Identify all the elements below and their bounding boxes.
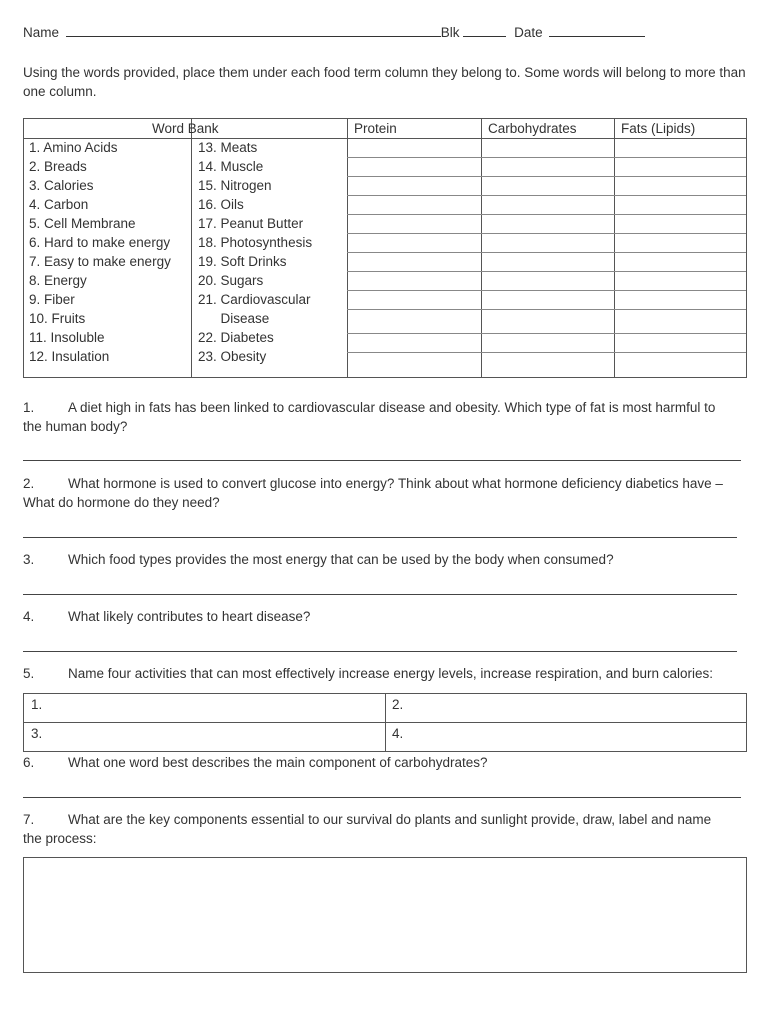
- divider: [347, 233, 746, 234]
- divider: [24, 138, 746, 139]
- answer-line-2[interactable]: [23, 537, 737, 538]
- name-label: Name: [23, 25, 60, 40]
- word-bank-item: 6. Hard to make energy: [29, 235, 171, 250]
- question-text: Name four activities that can most effectively increase energy levels, increase respiration, and burn calories:: [68, 666, 714, 681]
- header-word-bank: Word Bank: [152, 121, 219, 136]
- question-text: What likely contributes to heart disease?: [68, 609, 311, 624]
- divider: [347, 176, 746, 177]
- answer-line-4[interactable]: [23, 651, 737, 652]
- word-bank-item: 17. Peanut Butter: [198, 216, 304, 231]
- word-bank-item: 1. Amino Acids: [29, 140, 118, 155]
- question-text: What hormone is used to convert glucose into energy? Think about what hormone deficiency diabetics have –: [68, 476, 723, 491]
- answer-line-3[interactable]: [23, 594, 737, 595]
- divider: [347, 252, 746, 253]
- activity-slot-3[interactable]: 3.: [31, 726, 43, 741]
- question-3: [23, 550, 748, 569]
- word-bank-item: 7. Easy to make energy: [29, 254, 171, 269]
- word-bank-item: 13. Meats: [198, 140, 258, 155]
- question-text-cont: What do hormone do they need?: [23, 495, 220, 510]
- word-bank-item: 11. Insoluble: [29, 330, 105, 345]
- question-text: Which food types provides the most energy that can be used by the body when consumed?: [68, 552, 614, 567]
- word-bank-item: 4. Carbon: [29, 197, 89, 212]
- date-label: Date: [514, 25, 543, 40]
- question-number: 4.: [23, 609, 35, 624]
- word-bank-item: 10. Fruits: [29, 311, 86, 326]
- word-bank-item: 19. Soft Drinks: [198, 254, 287, 269]
- word-bank-item: Disease: [198, 311, 270, 326]
- divider: [347, 309, 746, 310]
- word-bank-item: 16. Oils: [198, 197, 244, 212]
- activity-slot-2[interactable]: 2.: [392, 697, 404, 712]
- date-blank[interactable]: [549, 24, 645, 37]
- word-bank-table: [23, 118, 747, 378]
- question-text: A diet high in fats has been linked to cardiovascular disease and obesity. Which type of fat is most harmful to: [68, 400, 716, 415]
- word-bank-item: 12. Insulation: [29, 349, 110, 364]
- question-number: 6.: [23, 755, 35, 770]
- activity-slot-1[interactable]: 1.: [31, 697, 43, 712]
- divider: [191, 119, 192, 377]
- divider: [347, 290, 746, 291]
- word-bank-item: 5. Cell Membrane: [29, 216, 136, 231]
- word-bank-item: 23. Obesity: [198, 349, 267, 364]
- word-bank-item: 9. Fiber: [29, 292, 75, 307]
- question-6: [23, 753, 748, 772]
- question-5: [23, 664, 748, 683]
- word-bank-item: 3. Calories: [29, 178, 94, 193]
- question-4: [23, 607, 748, 626]
- activity-slot-4[interactable]: 4.: [392, 726, 404, 741]
- divider: [347, 195, 746, 196]
- header-carbohydrates: Carbohydrates: [488, 121, 577, 136]
- divider: [24, 722, 746, 723]
- word-bank-item: 14. Muscle: [198, 159, 264, 174]
- word-bank-item: 15. Nitrogen: [198, 178, 272, 193]
- question-text: What one word best describes the main component of carbohydrates?: [68, 755, 488, 770]
- drawing-box[interactable]: [23, 857, 747, 973]
- question-text-cont: the process:: [23, 831, 97, 846]
- divider: [347, 352, 746, 353]
- question-number: 1.: [23, 400, 35, 415]
- question-7: [23, 810, 748, 848]
- question-number: 7.: [23, 812, 35, 827]
- header-protein: Protein: [354, 121, 397, 136]
- instructions: Using the words provided, place them under each food term column they belong to. Some words will belong to more than one column.: [23, 65, 746, 99]
- divider: [347, 157, 746, 158]
- question-text-cont: the human body?: [23, 419, 128, 434]
- word-bank-item: 20. Sugars: [198, 273, 264, 288]
- header-row: [23, 24, 645, 40]
- divider: [347, 333, 746, 334]
- question-number: 5.: [23, 666, 35, 681]
- header-fats: Fats (Lipids): [621, 121, 696, 136]
- word-bank-item: 21. Cardiovascular: [198, 292, 311, 307]
- divider: [347, 214, 746, 215]
- divider: [347, 271, 746, 272]
- blk-label: Blk: [440, 25, 460, 40]
- question-text: What are the key components essential to our survival do plants and sunlight provide, draw, label and name: [68, 812, 712, 827]
- activities-table: [23, 693, 747, 752]
- question-number: 2.: [23, 476, 35, 491]
- name-blank[interactable]: [66, 24, 441, 37]
- word-bank-item: 18. Photosynthesis: [198, 235, 313, 250]
- word-bank-item: 8. Energy: [29, 273, 87, 288]
- question-2: [23, 474, 748, 512]
- word-bank-item: 22. Diabetes: [198, 330, 274, 345]
- answer-line-1[interactable]: [23, 460, 741, 461]
- blk-blank[interactable]: [463, 24, 506, 37]
- answer-line-6[interactable]: [23, 797, 741, 798]
- word-bank-item: 2. Breads: [29, 159, 87, 174]
- question-number: 3.: [23, 552, 35, 567]
- question-1: [23, 398, 748, 436]
